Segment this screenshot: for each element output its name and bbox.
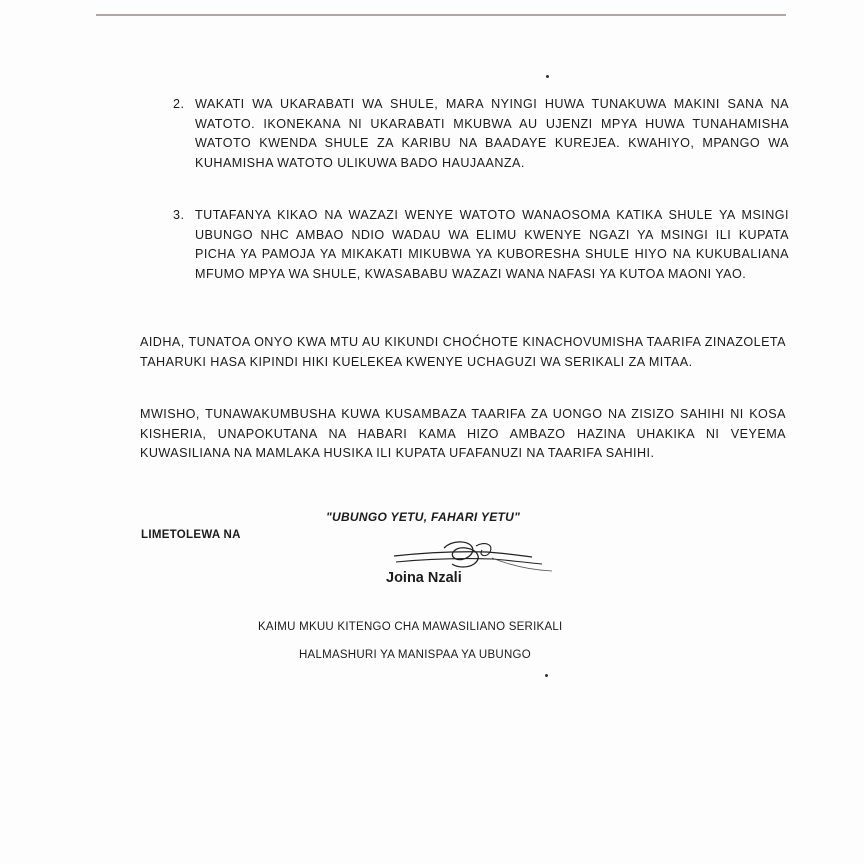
issued-by-label: LIMETOLEWA NA xyxy=(141,529,241,541)
scan-speck xyxy=(546,75,549,78)
list-item-number: 3. xyxy=(173,208,185,222)
list-item-text: WAKATI WA UKARABATI WA SHULE, MARA NYINGI HUWA TUNAKUWA MAKINI SANA NA WATOTO. IKONEKANA NI UKARABATI MKUBWA AU UJENZI MPYA HUWA TUNAHAMISHA WATOTO KWENDA SHULE ZA KARIBU NA BAADAYE KUREJEA. KWAHIYO, MPANGO WA KUHAMISHA WATOTO ULIKUWA BADO HAUJAANZA. xyxy=(195,97,789,171)
list-item-number: 2. xyxy=(173,97,185,111)
list-item-text: TUTAFANYA KIKAO NA WAZAZI WENYE WATOTO WANAOSOMA KATIKA SHULE YA MSINGI UBUNGO NHC AMBAO NDIO WADAU WA ELIMU KWENYE NGAZI YA MSINGI ILI KUPATA PICHA YA PAMOJA YA MIKAKATI MIKUBWA YA KUBORESHA SHULE HIYO NA KUKUBALIANA MFUMO MPYA WA SHULE, KWASABABU WAZAZI WANA NAFASI YA KUTOA MAONI YAO. xyxy=(195,208,789,282)
list-item-2 xyxy=(173,95,789,174)
signer-title: KAIMU MKUU KITENGO CHA MAWASILIANO SERIKALI xyxy=(258,621,563,633)
signer-name: Joina Nzali xyxy=(386,570,462,586)
list-item-3 xyxy=(173,206,789,285)
scan-speck xyxy=(545,674,548,677)
slogan: "UBUNGO YETU, FAHARI YETU" xyxy=(326,510,521,524)
closing-paragraph: MWISHO, TUNAWAKUMBUSHA KUWA KUSAMBAZA TAARIFA ZA UONGO NA ZISIZO SAHIHI NI KOSA KISHERIA, UNAPOKUTANA NA HABARI KAMA HIZO AMBAZO HAZINA UHAKIKA NI VEYEMA KUWASILIANA NA MAMLAKA HUSIKA ILI KUPATA UFAFANUZI NA TAARIFA SAHIHI. xyxy=(140,407,786,461)
warning-paragraph: AIDHA, TUNATOA ONYO KWA MTU AU KIKUNDI CHOĆHOTE KINACHOVUMISHA TAARIFA ZINAZOLETA TAHARUKI HASA KIPINDI HIKI KUELEKEA KWENYE UCHAGUZI WA SERIKALI ZA MITAA. xyxy=(140,335,786,369)
top-rule xyxy=(96,14,786,16)
organization-name: HALMASHURI YA MANISPAA YA UBUNGO xyxy=(299,649,531,661)
